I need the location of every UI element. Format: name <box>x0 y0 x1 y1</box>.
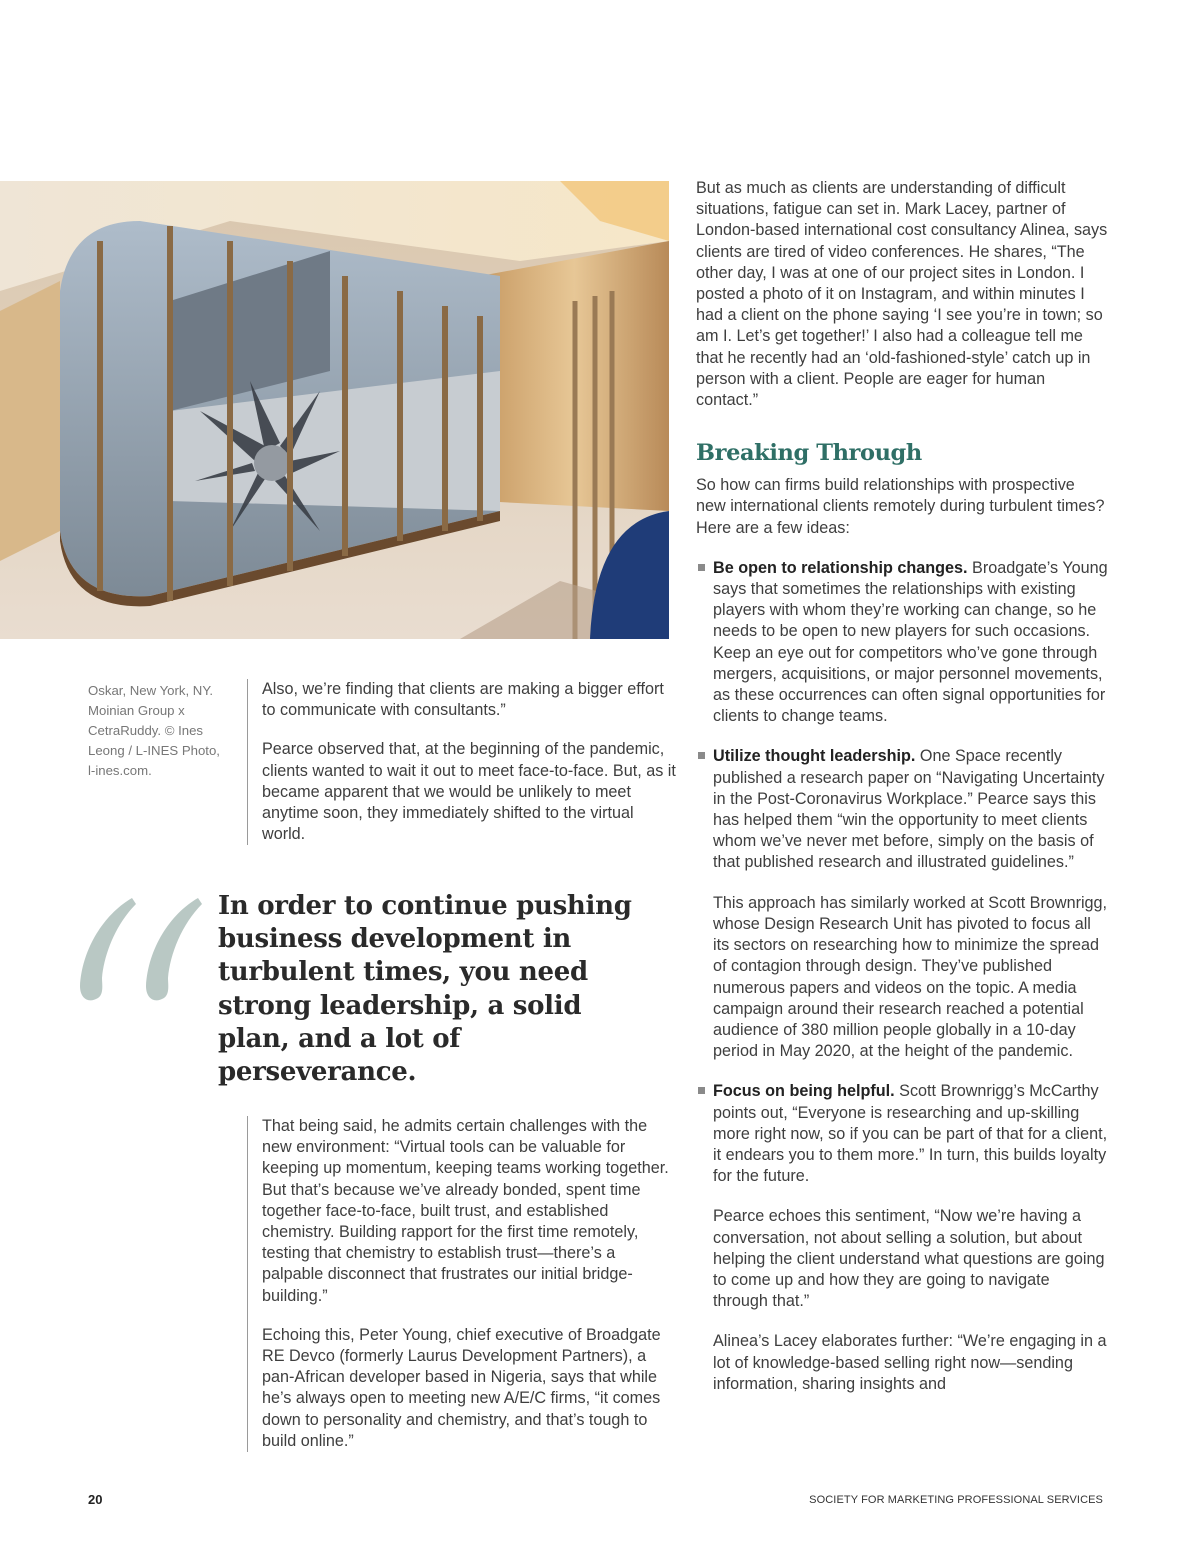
list-item-text: Broadgate’s Young says that sometimes the relationships with existing players with whom they’re working can change, so he needs to be open to new players for such occasions. Keep an eye out for competitors who’ve gone through mergers, acquisitions, or major personnel movements, as these occurrences can often signal opportunities for clients to change teams. <box>713 558 1108 726</box>
section-heading: Breaking Through <box>696 440 922 467</box>
list-item-continuation: Alinea’s Lacey elaborates further: “We’re engaging in a lot of knowledge-based selling right now—sending information, sharing insights and <box>713 1332 1107 1393</box>
list-item-title: Focus on being helpful. <box>713 1082 895 1101</box>
list-item-continuation: This approach has similarly worked at Scott Brownrigg, whose Design Research Unit has pivoted to focus all its sectors on researching how to minimize the spread of contagion through design. They’ve published numerous papers and videos on the topic. A media campaign around their research reached a potential audience of 380 million people globally in a 10-day period in May 2020, at the height of the pandemic. <box>713 893 1108 1061</box>
ideas-list <box>696 558 1108 1395</box>
quotation-mark-icon <box>74 894 204 1014</box>
paragraph: Echoing this, Peter Young, chief executive of Broadgate RE Devco (formerly Laurus Development Partners), a pan-African developer based in Nigeria, says that while he’s always open to meeting new A/E/C firms, “it comes down to personality and chemistry, and that’s tough to build online.” <box>262 1325 661 1450</box>
left-column-top <box>247 679 676 845</box>
right-column <box>696 178 1108 1414</box>
list-item-title: Be open to relationship changes. <box>713 558 968 577</box>
page-number: 20 <box>88 1492 103 1507</box>
paragraph: Pearce observed that, at the beginning of the pandemic, clients wanted to wait it out to meet face-to-face. But, as it became apparent that we would be unlikely to meet anytime soon, they immediately shifted to the virtual world. <box>262 740 676 844</box>
list-item-text: Scott Brownrigg’s McCarthy points out, “Everyone is researching and up-skilling more right now, so if you can be part of that for a client, it endears you to them more.” In turn, this builds loyalty for the future. <box>713 1082 1108 1186</box>
list-item-text: One Space recently published a research paper on “Navigating Uncertainty in the Post-Coronavirus Workplace.” Pearce says this has helped them “win the opportunity to meet clients whom we’ve never met before, simply on the basis of that published research and illustrated guidelines.” <box>713 747 1105 872</box>
publication-name: SOCIETY FOR MARKETING PROFESSIONAL SERVICES <box>809 1494 1103 1506</box>
pull-quote: In order to continue pushing business development in turbulent times, you need strong leadership, a solid plan, and a lot of perseverance. <box>218 891 632 1088</box>
list-item <box>696 558 1108 728</box>
photo-caption: Oskar, New York, NY. Moinian Group x CetraRuddy. © Ines Leong / L-INES Photo, l-ines.com. <box>88 683 220 778</box>
left-column-bottom <box>247 1116 676 1452</box>
list-item-continuation: Pearce echoes this sentiment, “Now we’re having a conversation, not about selling a solution, but about helping the client understand what questions are going to come up and how they are going to navigate through that.” <box>713 1207 1105 1311</box>
list-item-title: Utilize thought leadership. <box>713 747 916 766</box>
paragraph: That being said, he admits certain challenges with the new environment: “Virtual tools can be valuable for keeping up momentum, keeping teams working together. But that’s because we’ve already bonded, spent time together face-to-face, built trust, and established chemistry. Building rapport for the first time remotely, testing that chemistry to establish trust—there’s a palpable disconnect that frustrates our initial bridge-building.” <box>262 1117 669 1305</box>
article-photo <box>0 181 669 639</box>
list-item <box>696 746 1108 873</box>
list-item <box>696 1081 1108 1187</box>
paragraph: So how can firms build relationships with prospective new international clients remotely during turbulent times? Here are a few ideas: <box>696 476 1105 537</box>
paragraph: But as much as clients are understanding of difficult situations, fatigue can set in. Mark Lacey, partner of London-based international cost consultancy Alinea, says clients are tired of video conferences. He shares, “The other day, I was at one of our project sites in London. I posted a photo of it on Instagram, and within minutes I had a client on the phone saying ‘I see you’re in town; so am I. Let’s get together!’ I also had a colleague tell me that he recently had an ‘old-fashioned-style’ catch up in person with a client. People are eager for human contact.” <box>696 179 1108 410</box>
paragraph: Also, we’re finding that clients are making a bigger effort to communicate with consultants.” <box>262 680 664 720</box>
